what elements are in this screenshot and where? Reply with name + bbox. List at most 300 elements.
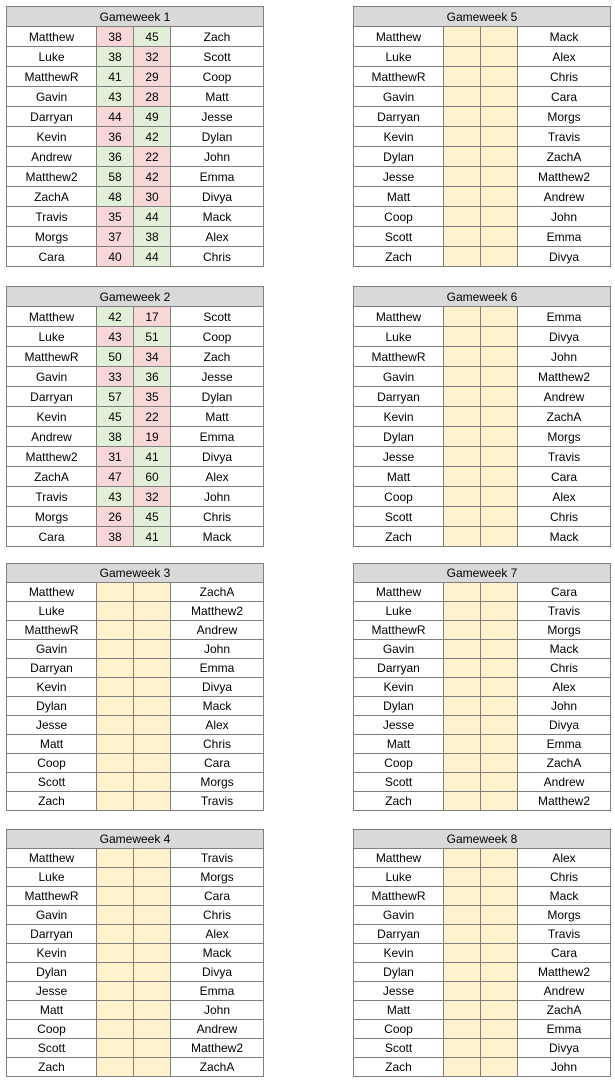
away-score-cell[interactable] (481, 925, 518, 944)
away-player-cell[interactable]: Alex (518, 678, 611, 697)
away-player-cell[interactable]: Alex (518, 47, 611, 67)
home-player-cell[interactable]: Gavin (354, 640, 444, 659)
away-player-cell[interactable]: Divya (171, 678, 264, 697)
home-player-cell[interactable]: Matt (354, 735, 444, 754)
away-player-cell[interactable]: Matt (171, 87, 264, 107)
away-score-cell[interactable] (481, 906, 518, 925)
home-score-cell[interactable] (97, 697, 134, 716)
home-score-cell[interactable] (97, 602, 134, 621)
home-player-cell[interactable]: Coop (7, 754, 97, 773)
home-player-cell[interactable]: Dylan (354, 427, 444, 447)
home-score-cell[interactable] (444, 467, 481, 487)
away-player-cell[interactable]: Divya (171, 963, 264, 982)
away-score-cell[interactable] (481, 327, 518, 347)
away-player-cell[interactable]: Mack (518, 527, 611, 547)
away-score-cell[interactable] (481, 583, 518, 602)
home-score-cell[interactable] (97, 716, 134, 735)
home-score-cell[interactable] (444, 327, 481, 347)
home-player-cell[interactable]: Gavin (354, 906, 444, 925)
home-score-cell[interactable] (444, 207, 481, 227)
away-player-cell[interactable]: Alex (171, 227, 264, 247)
away-player-cell[interactable]: Mack (171, 697, 264, 716)
home-player-cell[interactable]: Zach (354, 527, 444, 547)
home-player-cell[interactable]: Luke (354, 868, 444, 887)
away-score-cell[interactable]: 38 (134, 227, 171, 247)
away-score-cell[interactable] (134, 925, 171, 944)
home-player-cell[interactable]: Jesse (7, 716, 97, 735)
away-player-cell[interactable]: ZachA (518, 147, 611, 167)
home-score-cell[interactable] (444, 1020, 481, 1039)
away-player-cell[interactable]: Andrew (518, 387, 611, 407)
away-player-cell[interactable]: Emma (171, 167, 264, 187)
away-score-cell[interactable] (481, 507, 518, 527)
away-player-cell[interactable]: Morgs (518, 621, 611, 640)
home-score-cell[interactable]: 44 (97, 107, 134, 127)
home-score-cell[interactable]: 41 (97, 67, 134, 87)
away-player-cell[interactable]: Chris (171, 507, 264, 527)
away-player-cell[interactable]: Emma (518, 735, 611, 754)
away-score-cell[interactable]: 30 (134, 187, 171, 207)
away-player-cell[interactable]: Cara (171, 887, 264, 906)
home-score-cell[interactable] (444, 602, 481, 621)
away-player-cell[interactable]: Matthew2 (171, 1039, 264, 1058)
home-player-cell[interactable]: Darryan (7, 925, 97, 944)
home-score-cell[interactable] (444, 427, 481, 447)
away-score-cell[interactable] (481, 87, 518, 107)
away-score-cell[interactable] (134, 887, 171, 906)
home-player-cell[interactable]: Andrew (7, 427, 97, 447)
away-score-cell[interactable] (481, 147, 518, 167)
away-player-cell[interactable]: Andrew (518, 773, 611, 792)
away-player-cell[interactable]: Andrew (171, 621, 264, 640)
away-player-cell[interactable]: Matthew2 (518, 963, 611, 982)
away-score-cell[interactable] (481, 1020, 518, 1039)
away-player-cell[interactable]: Cara (171, 754, 264, 773)
away-player-cell[interactable]: Zach (171, 347, 264, 367)
away-player-cell[interactable]: Scott (171, 47, 264, 67)
home-score-cell[interactable] (444, 963, 481, 982)
away-score-cell[interactable] (481, 1001, 518, 1020)
away-score-cell[interactable] (134, 640, 171, 659)
home-score-cell[interactable]: 42 (97, 307, 134, 327)
home-score-cell[interactable] (444, 1058, 481, 1077)
away-player-cell[interactable]: Divya (518, 1039, 611, 1058)
away-score-cell[interactable] (481, 716, 518, 735)
away-score-cell[interactable] (481, 307, 518, 327)
home-player-cell[interactable]: Luke (7, 602, 97, 621)
away-player-cell[interactable]: Emma (171, 427, 264, 447)
home-player-cell[interactable]: MatthewR (7, 347, 97, 367)
home-player-cell[interactable]: Coop (354, 207, 444, 227)
home-player-cell[interactable]: ZachA (7, 467, 97, 487)
away-score-cell[interactable] (134, 1001, 171, 1020)
away-player-cell[interactable]: John (518, 697, 611, 716)
away-player-cell[interactable]: Matthew2 (171, 602, 264, 621)
home-player-cell[interactable]: Scott (354, 227, 444, 247)
home-player-cell[interactable]: Zach (354, 792, 444, 811)
away-score-cell[interactable] (481, 697, 518, 716)
away-score-cell[interactable] (481, 387, 518, 407)
home-player-cell[interactable]: Gavin (7, 87, 97, 107)
away-score-cell[interactable] (134, 982, 171, 1001)
away-score-cell[interactable] (481, 963, 518, 982)
away-player-cell[interactable]: John (171, 487, 264, 507)
away-score-cell[interactable]: 22 (134, 147, 171, 167)
away-player-cell[interactable]: Travis (518, 447, 611, 467)
away-player-cell[interactable]: Mack (518, 887, 611, 906)
home-player-cell[interactable]: Kevin (354, 407, 444, 427)
away-player-cell[interactable]: John (171, 640, 264, 659)
home-player-cell[interactable]: Gavin (354, 367, 444, 387)
home-player-cell[interactable]: Zach (7, 1058, 97, 1077)
away-score-cell[interactable] (134, 773, 171, 792)
away-score-cell[interactable]: 49 (134, 107, 171, 127)
away-score-cell[interactable]: 44 (134, 247, 171, 267)
home-player-cell[interactable]: Darryan (354, 107, 444, 127)
home-score-cell[interactable] (97, 887, 134, 906)
home-score-cell[interactable]: 48 (97, 187, 134, 207)
home-score-cell[interactable] (444, 887, 481, 906)
home-score-cell[interactable] (444, 1039, 481, 1058)
home-score-cell[interactable] (444, 227, 481, 247)
home-player-cell[interactable]: Matt (7, 1001, 97, 1020)
away-score-cell[interactable] (481, 107, 518, 127)
home-player-cell[interactable]: Coop (354, 1020, 444, 1039)
home-score-cell[interactable]: 38 (97, 27, 134, 47)
home-score-cell[interactable] (97, 792, 134, 811)
home-score-cell[interactable] (444, 67, 481, 87)
away-player-cell[interactable]: Divya (518, 716, 611, 735)
away-score-cell[interactable]: 44 (134, 207, 171, 227)
away-player-cell[interactable]: John (518, 207, 611, 227)
away-player-cell[interactable]: Cara (518, 467, 611, 487)
away-score-cell[interactable] (134, 868, 171, 887)
away-score-cell[interactable] (481, 1039, 518, 1058)
home-score-cell[interactable] (444, 982, 481, 1001)
away-player-cell[interactable]: Morgs (171, 773, 264, 792)
away-score-cell[interactable]: 22 (134, 407, 171, 427)
home-player-cell[interactable]: ZachA (7, 187, 97, 207)
home-score-cell[interactable]: 47 (97, 467, 134, 487)
home-score-cell[interactable] (97, 659, 134, 678)
away-player-cell[interactable]: Chris (518, 507, 611, 527)
away-score-cell[interactable]: 60 (134, 467, 171, 487)
away-score-cell[interactable] (481, 127, 518, 147)
away-score-cell[interactable] (134, 1058, 171, 1077)
away-player-cell[interactable]: ZachA (171, 1058, 264, 1077)
home-player-cell[interactable]: MatthewR (354, 67, 444, 87)
home-player-cell[interactable]: Matthew (354, 583, 444, 602)
home-player-cell[interactable]: Darryan (7, 659, 97, 678)
home-player-cell[interactable]: Jesse (354, 982, 444, 1001)
away-score-cell[interactable] (481, 407, 518, 427)
away-player-cell[interactable]: ZachA (171, 583, 264, 602)
home-score-cell[interactable]: 26 (97, 507, 134, 527)
home-score-cell[interactable] (444, 167, 481, 187)
away-score-cell[interactable] (481, 167, 518, 187)
home-player-cell[interactable]: Luke (354, 47, 444, 67)
home-player-cell[interactable]: MatthewR (7, 67, 97, 87)
away-score-cell[interactable] (481, 247, 518, 267)
away-player-cell[interactable]: Morgs (518, 906, 611, 925)
away-score-cell[interactable] (134, 1039, 171, 1058)
home-score-cell[interactable] (444, 944, 481, 963)
home-player-cell[interactable]: MatthewR (354, 347, 444, 367)
home-score-cell[interactable] (97, 1039, 134, 1058)
away-player-cell[interactable]: Cara (518, 944, 611, 963)
home-player-cell[interactable]: Matthew (7, 27, 97, 47)
away-player-cell[interactable]: Emma (518, 227, 611, 247)
home-score-cell[interactable] (444, 906, 481, 925)
away-score-cell[interactable] (481, 868, 518, 887)
home-score-cell[interactable] (97, 1001, 134, 1020)
home-player-cell[interactable]: Coop (354, 754, 444, 773)
away-player-cell[interactable]: Mack (171, 944, 264, 963)
away-player-cell[interactable]: Chris (171, 247, 264, 267)
home-player-cell[interactable]: Travis (7, 487, 97, 507)
away-player-cell[interactable]: Dylan (171, 127, 264, 147)
home-score-cell[interactable] (97, 773, 134, 792)
home-player-cell[interactable]: Scott (7, 773, 97, 792)
home-player-cell[interactable]: Kevin (7, 127, 97, 147)
away-player-cell[interactable]: Travis (171, 849, 264, 868)
away-player-cell[interactable]: Coop (171, 67, 264, 87)
home-score-cell[interactable] (444, 868, 481, 887)
home-player-cell[interactable]: Darryan (354, 925, 444, 944)
home-score-cell[interactable] (444, 621, 481, 640)
home-player-cell[interactable]: Darryan (7, 387, 97, 407)
away-score-cell[interactable]: 41 (134, 527, 171, 547)
away-score-cell[interactable] (481, 227, 518, 247)
away-player-cell[interactable]: Travis (518, 127, 611, 147)
home-score-cell[interactable] (444, 659, 481, 678)
home-player-cell[interactable]: Jesse (354, 167, 444, 187)
away-player-cell[interactable]: Travis (518, 925, 611, 944)
home-score-cell[interactable]: 50 (97, 347, 134, 367)
home-score-cell[interactable] (444, 487, 481, 507)
away-score-cell[interactable] (481, 447, 518, 467)
away-score-cell[interactable] (134, 716, 171, 735)
away-player-cell[interactable]: ZachA (518, 754, 611, 773)
away-score-cell[interactable]: 29 (134, 67, 171, 87)
away-player-cell[interactable]: Morgs (518, 107, 611, 127)
away-player-cell[interactable]: Andrew (171, 1020, 264, 1039)
away-player-cell[interactable]: ZachA (518, 1001, 611, 1020)
home-score-cell[interactable]: 38 (97, 47, 134, 67)
home-score-cell[interactable]: 43 (97, 327, 134, 347)
away-player-cell[interactable]: Mack (518, 27, 611, 47)
home-score-cell[interactable] (444, 792, 481, 811)
home-player-cell[interactable]: Matthew (7, 307, 97, 327)
away-player-cell[interactable]: Emma (171, 982, 264, 1001)
home-score-cell[interactable]: 38 (97, 527, 134, 547)
away-player-cell[interactable]: Alex (171, 925, 264, 944)
away-player-cell[interactable]: Andrew (518, 982, 611, 1001)
away-score-cell[interactable]: 42 (134, 127, 171, 147)
home-score-cell[interactable] (444, 735, 481, 754)
away-score-cell[interactable]: 34 (134, 347, 171, 367)
away-player-cell[interactable]: Chris (518, 868, 611, 887)
away-score-cell[interactable]: 28 (134, 87, 171, 107)
home-player-cell[interactable]: Gavin (7, 906, 97, 925)
away-score-cell[interactable] (481, 849, 518, 868)
away-player-cell[interactable]: Emma (518, 307, 611, 327)
home-score-cell[interactable] (97, 925, 134, 944)
home-player-cell[interactable]: Matthew2 (7, 167, 97, 187)
away-score-cell[interactable] (134, 602, 171, 621)
away-score-cell[interactable] (481, 1058, 518, 1077)
away-score-cell[interactable] (134, 849, 171, 868)
away-score-cell[interactable] (481, 792, 518, 811)
home-player-cell[interactable]: Matt (354, 467, 444, 487)
home-score-cell[interactable] (97, 621, 134, 640)
home-score-cell[interactable] (444, 640, 481, 659)
home-player-cell[interactable]: Matthew (354, 849, 444, 868)
away-player-cell[interactable]: Matthew2 (518, 792, 611, 811)
home-score-cell[interactable] (444, 849, 481, 868)
away-score-cell[interactable]: 35 (134, 387, 171, 407)
away-score-cell[interactable] (481, 621, 518, 640)
away-player-cell[interactable]: Divya (518, 327, 611, 347)
home-score-cell[interactable] (97, 849, 134, 868)
home-player-cell[interactable]: Travis (7, 207, 97, 227)
home-score-cell[interactable] (444, 127, 481, 147)
away-score-cell[interactable] (481, 944, 518, 963)
away-score-cell[interactable] (481, 640, 518, 659)
away-score-cell[interactable] (134, 621, 171, 640)
away-score-cell[interactable] (481, 735, 518, 754)
away-score-cell[interactable] (481, 773, 518, 792)
home-player-cell[interactable]: Dylan (7, 963, 97, 982)
home-score-cell[interactable] (444, 697, 481, 716)
away-score-cell[interactable]: 17 (134, 307, 171, 327)
home-player-cell[interactable]: MatthewR (7, 887, 97, 906)
away-score-cell[interactable] (134, 906, 171, 925)
home-score-cell[interactable] (97, 1058, 134, 1077)
home-score-cell[interactable] (444, 247, 481, 267)
away-player-cell[interactable]: John (171, 147, 264, 167)
away-score-cell[interactable] (134, 678, 171, 697)
away-player-cell[interactable]: Coop (171, 327, 264, 347)
home-score-cell[interactable] (97, 944, 134, 963)
home-player-cell[interactable]: Matthew (7, 583, 97, 602)
home-player-cell[interactable]: Dylan (354, 697, 444, 716)
away-score-cell[interactable]: 32 (134, 487, 171, 507)
home-score-cell[interactable] (444, 147, 481, 167)
away-player-cell[interactable]: Alex (518, 487, 611, 507)
away-player-cell[interactable]: Divya (171, 447, 264, 467)
home-score-cell[interactable] (444, 367, 481, 387)
away-score-cell[interactable] (134, 659, 171, 678)
away-player-cell[interactable]: ZachA (518, 407, 611, 427)
away-score-cell[interactable] (134, 754, 171, 773)
away-player-cell[interactable]: Chris (171, 906, 264, 925)
away-score-cell[interactable] (481, 467, 518, 487)
away-player-cell[interactable]: Morgs (518, 427, 611, 447)
home-score-cell[interactable] (444, 387, 481, 407)
home-player-cell[interactable]: Luke (7, 327, 97, 347)
home-player-cell[interactable]: Darryan (354, 387, 444, 407)
away-player-cell[interactable]: Scott (171, 307, 264, 327)
away-player-cell[interactable]: Chris (171, 735, 264, 754)
home-player-cell[interactable]: Darryan (354, 659, 444, 678)
home-score-cell[interactable] (444, 925, 481, 944)
home-score-cell[interactable]: 40 (97, 247, 134, 267)
away-score-cell[interactable] (134, 944, 171, 963)
away-score-cell[interactable] (481, 659, 518, 678)
home-player-cell[interactable]: Kevin (354, 678, 444, 697)
home-player-cell[interactable]: MatthewR (7, 621, 97, 640)
home-score-cell[interactable] (97, 868, 134, 887)
home-player-cell[interactable]: Dylan (354, 963, 444, 982)
home-score-cell[interactable]: 36 (97, 147, 134, 167)
away-score-cell[interactable]: 41 (134, 447, 171, 467)
away-player-cell[interactable]: Jesse (171, 107, 264, 127)
away-player-cell[interactable]: Divya (171, 187, 264, 207)
away-player-cell[interactable]: Mack (518, 640, 611, 659)
home-score-cell[interactable]: 35 (97, 207, 134, 227)
away-player-cell[interactable]: Alex (518, 849, 611, 868)
away-score-cell[interactable]: 19 (134, 427, 171, 447)
away-score-cell[interactable]: 32 (134, 47, 171, 67)
home-score-cell[interactable] (444, 407, 481, 427)
home-score-cell[interactable]: 31 (97, 447, 134, 467)
away-score-cell[interactable] (481, 678, 518, 697)
home-player-cell[interactable]: Scott (7, 1039, 97, 1058)
away-score-cell[interactable] (481, 754, 518, 773)
home-score-cell[interactable] (97, 640, 134, 659)
home-score-cell[interactable] (444, 583, 481, 602)
home-player-cell[interactable]: Zach (354, 247, 444, 267)
home-score-cell[interactable] (444, 47, 481, 67)
away-score-cell[interactable] (481, 347, 518, 367)
home-score-cell[interactable] (97, 735, 134, 754)
away-score-cell[interactable]: 36 (134, 367, 171, 387)
home-score-cell[interactable] (444, 347, 481, 367)
away-player-cell[interactable]: Chris (518, 67, 611, 87)
home-score-cell[interactable] (97, 906, 134, 925)
away-score-cell[interactable] (481, 67, 518, 87)
home-score-cell[interactable] (444, 87, 481, 107)
home-player-cell[interactable]: Morgs (7, 227, 97, 247)
home-player-cell[interactable]: Cara (7, 527, 97, 547)
home-score-cell[interactable] (97, 982, 134, 1001)
away-score-cell[interactable] (481, 602, 518, 621)
away-score-cell[interactable] (134, 583, 171, 602)
away-player-cell[interactable]: Alex (171, 716, 264, 735)
home-score-cell[interactable]: 57 (97, 387, 134, 407)
away-score-cell[interactable] (481, 367, 518, 387)
home-player-cell[interactable]: Matt (7, 735, 97, 754)
home-player-cell[interactable]: Jesse (354, 447, 444, 467)
away-score-cell[interactable] (481, 47, 518, 67)
away-score-cell[interactable] (134, 963, 171, 982)
home-player-cell[interactable]: Luke (354, 327, 444, 347)
home-player-cell[interactable]: Morgs (7, 507, 97, 527)
home-player-cell[interactable]: Kevin (7, 678, 97, 697)
home-score-cell[interactable] (444, 307, 481, 327)
home-player-cell[interactable]: Matthew (7, 849, 97, 868)
home-score-cell[interactable]: 43 (97, 487, 134, 507)
away-player-cell[interactable]: Emma (171, 659, 264, 678)
home-player-cell[interactable]: Luke (354, 602, 444, 621)
away-player-cell[interactable]: Cara (518, 87, 611, 107)
home-player-cell[interactable]: Zach (354, 1058, 444, 1077)
home-score-cell[interactable] (444, 107, 481, 127)
away-score-cell[interactable] (481, 982, 518, 1001)
away-score-cell[interactable]: 45 (134, 27, 171, 47)
away-score-cell[interactable] (134, 697, 171, 716)
